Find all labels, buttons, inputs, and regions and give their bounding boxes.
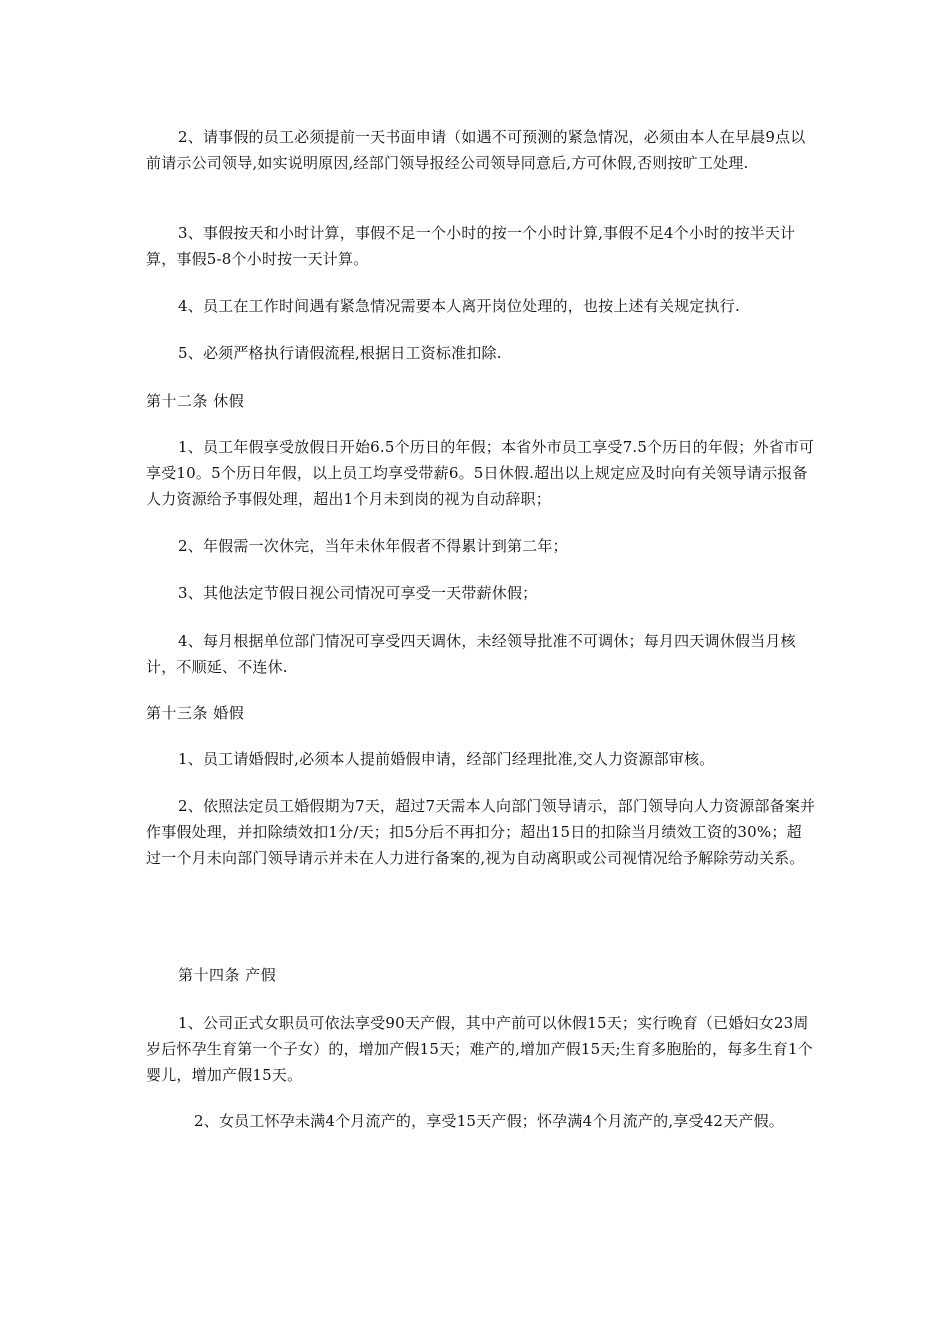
heading-article-12-annual-leave: 第十二条 休假 (146, 392, 245, 410)
paragraph-emergency-leave: 4、员工在工作时间遇有紧急情况需要本人离开岗位处理的，也按上述有关规定执行. (178, 297, 740, 315)
paragraph-maternity-leave-days: 1、公司正式女职员可依法享受90天产假，其中产前可以休假15天；实行晚育（已婚妇女23周岁后怀孕生育第一个子女）的，增加产假15天；难产的,增加产假15天;生育多胞胎的，每多生育1个婴儿，增加产假15天。 (146, 1014, 813, 1084)
paragraph-marriage-leave-application: 1、员工请婚假时,必须本人提前婚假申请，经部门经理批准,交人力资源部审核。 (178, 750, 715, 768)
paragraph-monthly-rest-days: 4、每月根据单位部门情况可享受四天调休，未经领导批准不可调休；每月四天调休假当月核计，不顺延、不连休. (146, 632, 796, 676)
heading-article-13-marriage-leave: 第十三条 婚假 (146, 704, 245, 722)
heading-article-14-maternity-leave: 第十四条 产假 (178, 966, 277, 984)
paragraph-annual-leave-once: 2、年假需一次休完，当年未休年假者不得累计到第二年； (178, 537, 568, 555)
paragraph-statutory-holidays: 3、其他法定节假日视公司情况可享受一天带薪休假； (178, 584, 538, 602)
paragraph-personal-leave-application: 2、请事假的员工必须提前一天书面申请（如遇不可预测的紧急情况，必须由本人在早晨9点以前请示公司领导,如实说明原因,经部门领导报经公司领导同意后,方可休假,否则按旷工处理. (146, 128, 806, 172)
paragraph-personal-leave-calculation: 3、事假按天和小时计算，事假不足一个小时的按一个小时计算,事假不足4个小时的按半天计算，事假5-8个小时按一天计算。 (146, 224, 796, 268)
paragraph-annual-leave-days: 1、员工年假享受放假日开始6.5个历日的年假；本省外市员工享受7.5个历日的年假；外省市可享受10。5个历日年假，以上员工均享受带薪6。5日休假.超出以上规定应及时向有关领导请示报备人力资源给予事假处理，超出1个月未到岗的视为自动辞职； (146, 438, 815, 508)
paragraph-leave-process: 5、必须严格执行请假流程,根据日工资标准扣除. (178, 344, 502, 362)
paragraph-miscarriage-leave: 2、女员工怀孕未满4个月流产的，享受15天产假；怀孕满4个月流产的,享受42天产假。 (194, 1112, 784, 1130)
paragraph-marriage-leave-period: 2、依照法定员工婚假期为7天，超过7天需本人向部门领导请示，部门领导向人力资源部备案并作事假处理，并扣除绩效扣1分/天；扣5分后不再扣分；超出15日的扣除当月绩效工资的30%；超过一个月未向部门领导请示并未在人力进行备案的,视为自动离职或公司视情况给予解除劳动关系。 (146, 797, 816, 867)
